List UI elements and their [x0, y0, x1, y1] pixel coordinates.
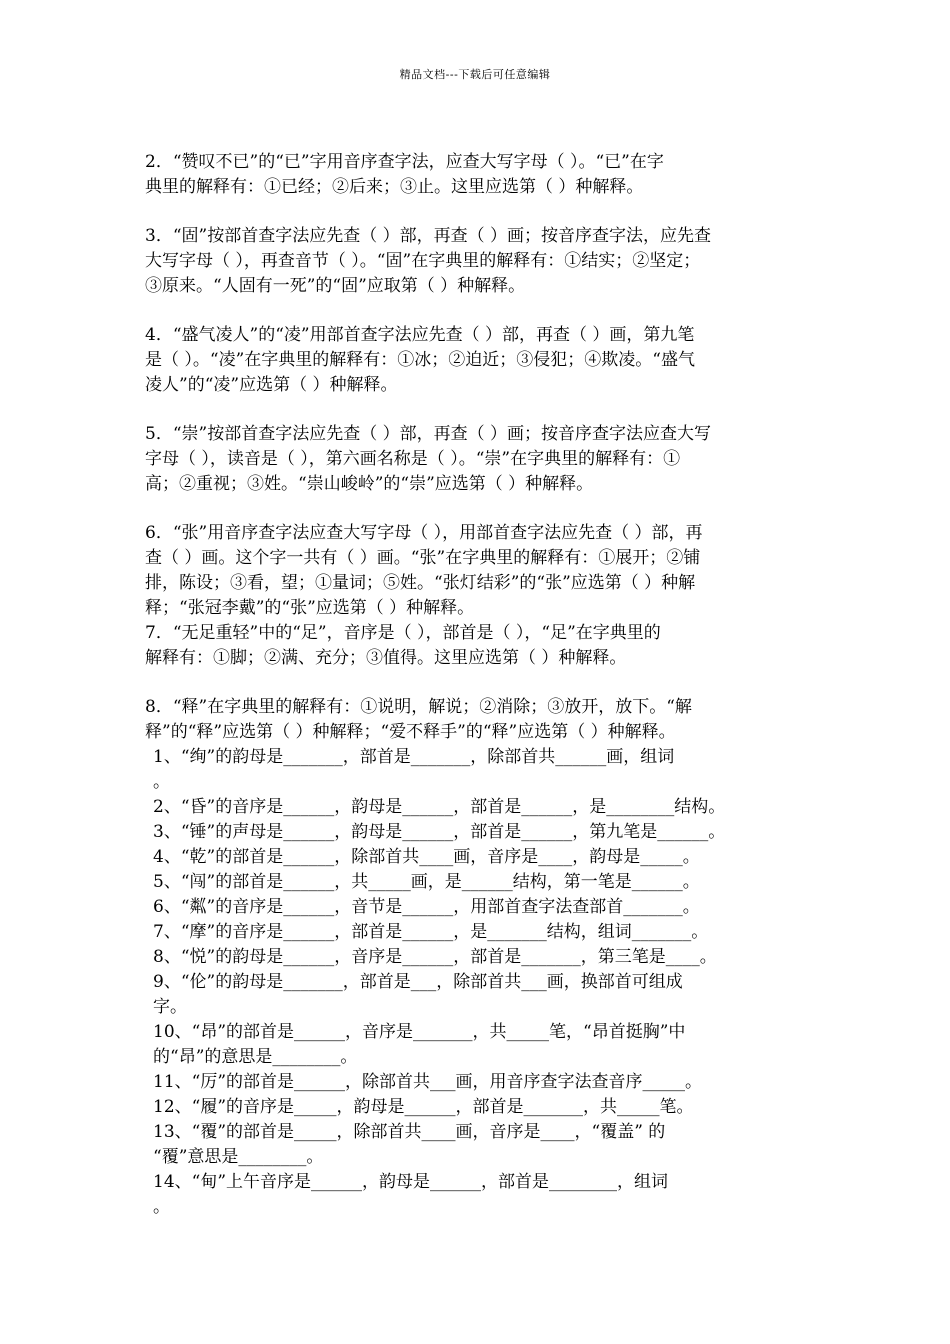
exercise-line: 4、“乾”的部首是______，除部首共____画，音序是____，韵母是_____。: [153, 847, 700, 867]
text-line: 凌人”的“凌”应选第（ ）种解释。: [145, 375, 398, 395]
exercise-line: 字。: [153, 997, 187, 1017]
text-line: 6．“张”用音序查字法应查大写字母（ ），用部首查字法应先查（ ）部，再: [145, 523, 703, 543]
exercise-line: 8、“悦”的韵母是______，音序是______，部首是_______，第三笔是____。: [153, 947, 717, 967]
text-line: 3．“固”按部首查字法应先查（ ）部，再查（ ）画；按音序查字法，应先查: [145, 226, 712, 246]
text-line: 8．“释”在字典里的解释有：①说明，解说；②消除；③放开，放下。“解: [145, 697, 692, 717]
exercise-line: 3、“锤”的声母是______，韵母是______，部首是______，第九笔是______。: [153, 822, 726, 842]
text-line: 解释有：①脚；②满、充分；③值得。这里应选第（ ）种解释。: [145, 648, 627, 668]
text-line: 7．“无足重轻”中的“足”，音序是（ ），部首是（ ），“足”在字典里的: [145, 623, 661, 643]
text-line: 4．“盛气凌人”的“凌”用部首查字法应先查（ ）部，再查（ ）画，第九笔: [145, 325, 695, 345]
question-6-7: [145, 521, 809, 671]
exercise-list: [145, 745, 809, 1220]
question-2: [145, 150, 809, 200]
exercise-line: 9、“伦”的韵母是_______，部首是___，除部首共___画，换部首可组成: [153, 972, 683, 992]
exercise-line: 2、“昏”的音序是______，韵母是______，部首是______，是________结构。: [153, 797, 726, 817]
question-3: [145, 224, 809, 299]
exercise-line: 。: [153, 1197, 170, 1217]
text-line: 是（ ）。“凌”在字典里的解释有：①冰；②迫近；③侵犯；④欺凌。“盛气: [145, 350, 695, 370]
text-line: 释”的“释”应选第（ ）种解释；“爱不释手”的“释”应选第（ ）种解释。: [145, 722, 676, 742]
exercise-line: 13、“覆”的部首是_____，除部首共____画，音序是____，“覆盖” 的: [153, 1122, 666, 1142]
text-line: 典里的解释有：①已经；②后来；③止。这里应选第（ ）种解释。: [145, 177, 644, 197]
question-4: [145, 323, 809, 398]
exercise-line: 10、“昂”的部首是______，音序是_______，共_____笔，“昂首挺胸”中: [153, 1022, 686, 1042]
question-5: [145, 422, 809, 497]
text-line: ③原来。“人固有一死”的“固”应取第（ ）种解释。: [145, 276, 526, 296]
text-line: 查（ ）画。这个字一共有（ ）画。“张”在字典里的解释有：①展开；②铺: [145, 548, 701, 568]
text-line: 5．“崇”按部首查字法应先查（ ）部，再查（ ）画；按音序查字法应查大写: [145, 424, 712, 444]
text-line: 高；②重视；③姓。“崇山峻岭”的“崇”应选第（ ）种解释。: [145, 474, 594, 494]
exercise-line: 1、“绚”的韵母是_______，部首是_______，除部首共______画，组词: [153, 747, 675, 767]
exercise-line: 5、“闯”的部首是______，共_____画，是______结构，第一笔是______。: [153, 872, 700, 892]
question-8: [145, 695, 809, 745]
exercise-line: “覆”意思是________。: [153, 1147, 324, 1167]
text-line: 排，陈设；③看，望；①量词；⑤姓。“张灯结彩”的“张”应选第（ ）种解: [145, 573, 696, 593]
document-body: [145, 150, 809, 1220]
exercise-line: 的“昂”的意思是________。: [153, 1047, 358, 1067]
text-line: 字母（ ），读音是（ ），第六画名称是（ ）。“崇”在字典里的解释有：①: [145, 449, 681, 469]
exercise-line: 。: [153, 772, 170, 792]
exercise-line: 14、“甸”上午音序是______，韵母是______，部首是________，组词: [153, 1172, 669, 1192]
exercise-line: 11、“厉”的部首是______，除部首共___画，用音序查字法查音序_____。: [153, 1072, 703, 1092]
exercise-line: 7、“摩”的音序是______，部首是______，是_______结构，组词_______。: [153, 922, 709, 942]
exercise-line: 12、“履”的音序是_____，韵母是______，部首是_______，共_____笔。: [153, 1097, 694, 1117]
page-header: 精品文档---下载后可任意编辑: [399, 68, 551, 81]
exercise-line: 6、“粼”的音序是______，音节是______，用部首查字法查部首_______。: [153, 897, 700, 917]
text-line: 2．“赞叹不已”的“已”字用音序查字法，应查大写字母（ ）。“已”在字: [145, 152, 664, 172]
text-line: 大写字母（ ），再查音节（ ）。“固”在字典里的解释有：①结实；②坚定；: [145, 251, 701, 271]
text-line: 释；“张冠李戴”的“张”应选第（ ）种解释。: [145, 598, 475, 618]
